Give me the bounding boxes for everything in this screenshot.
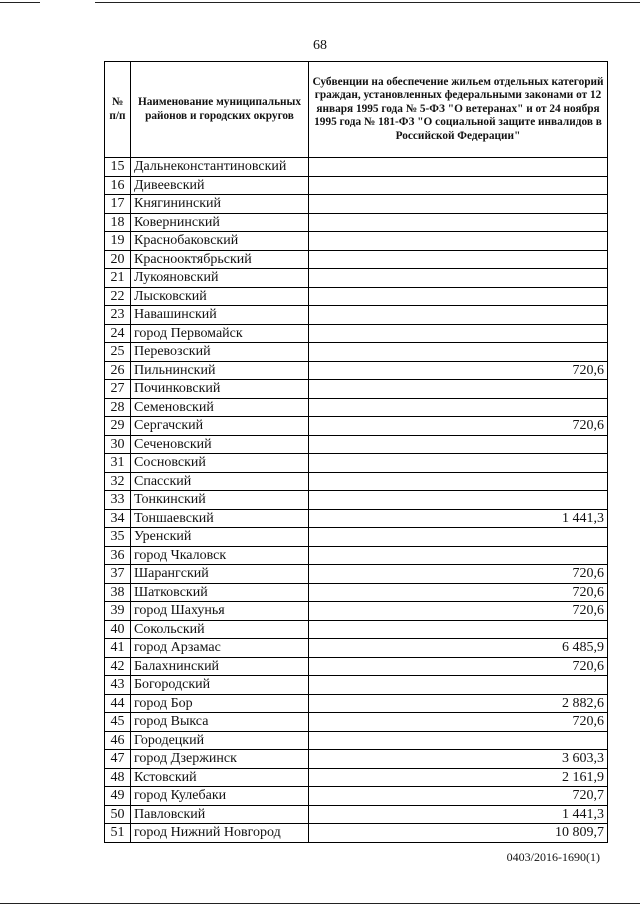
row-number: 20: [105, 250, 131, 269]
row-number: 27: [105, 380, 131, 399]
table-body: [105, 158, 608, 843]
row-number: 29: [105, 417, 131, 436]
scan-edge-bottom: [0, 899, 640, 905]
row-number: 37: [105, 565, 131, 584]
row-number: 38: [105, 583, 131, 602]
municipality-name: город Кулебаки: [131, 787, 309, 806]
row-number: 48: [105, 768, 131, 787]
row-number: 43: [105, 676, 131, 695]
subvention-value: [309, 491, 608, 510]
header-municipality-name: Наименование муниципальных районов и городских округов: [131, 62, 309, 158]
municipality-name: Пильнинский: [131, 361, 309, 380]
subvention-value: [309, 380, 608, 399]
municipality-name: Ковернинский: [131, 213, 309, 232]
row-number: 21: [105, 269, 131, 288]
table-row: [105, 750, 608, 769]
municipality-name: Сеченовский: [131, 435, 309, 454]
subvention-value: 720,6: [309, 713, 608, 732]
document-code: 0403/2016-1690(1): [506, 850, 600, 864]
row-number: 33: [105, 491, 131, 510]
subvention-value: [309, 435, 608, 454]
table-row: [105, 398, 608, 417]
subvention-value: [309, 176, 608, 195]
row-number: 15: [105, 158, 131, 177]
subvention-value: 3 603,3: [309, 750, 608, 769]
table-row: [105, 472, 608, 491]
subvention-value: [309, 306, 608, 325]
subvention-value: 6 485,9: [309, 639, 608, 658]
table-row: [105, 158, 608, 177]
municipality-name: Кстовский: [131, 768, 309, 787]
municipality-name: город Бор: [131, 694, 309, 713]
municipality-name: Шатковский: [131, 583, 309, 602]
header-subvention: Субвенции на обеспечение жильем отдельных категорий граждан, установленных федеральными законами от 12 января 1995 года № 5-ФЗ "О ветеранах" и от 24 ноября 1995 года № 181-ФЗ "О социальной защите инвалидов в Российской Федерации": [309, 62, 608, 158]
table-row: [105, 435, 608, 454]
page-number: 68: [313, 38, 327, 53]
row-number: 44: [105, 694, 131, 713]
table-row: [105, 676, 608, 695]
municipality-name: Сосновский: [131, 454, 309, 473]
subvention-value: 720,7: [309, 787, 608, 806]
table-row: [105, 787, 608, 806]
subvention-value: [309, 454, 608, 473]
municipality-name: Сокольский: [131, 620, 309, 639]
municipality-name: Спасский: [131, 472, 309, 491]
subvention-value: [309, 232, 608, 251]
subvention-value: 10 809,7: [309, 824, 608, 843]
table-row: [105, 639, 608, 658]
subvention-value: 720,6: [309, 361, 608, 380]
subvention-value: [309, 158, 608, 177]
row-number: 19: [105, 232, 131, 251]
municipality-name: Дальнеконстантиновский: [131, 158, 309, 177]
subvention-table: [104, 61, 608, 843]
row-number: 51: [105, 824, 131, 843]
municipality-name: Починковский: [131, 380, 309, 399]
row-number: 18: [105, 213, 131, 232]
subvention-value: 720,6: [309, 565, 608, 584]
table-row: [105, 546, 608, 565]
subvention-value: [309, 676, 608, 695]
subvention-value: 2 882,6: [309, 694, 608, 713]
row-number: 36: [105, 546, 131, 565]
subvention-value: [309, 546, 608, 565]
table-row: [105, 805, 608, 824]
municipality-name: Шарангский: [131, 565, 309, 584]
municipality-name: Княгининский: [131, 195, 309, 214]
row-number: 46: [105, 731, 131, 750]
table-row: [105, 509, 608, 528]
table-row: [105, 417, 608, 436]
table-row: [105, 306, 608, 325]
subvention-value: [309, 620, 608, 639]
table-row: [105, 232, 608, 251]
municipality-name: Павловский: [131, 805, 309, 824]
table-row: [105, 620, 608, 639]
municipality-name: Городецкий: [131, 731, 309, 750]
subvention-value: [309, 398, 608, 417]
row-number: 16: [105, 176, 131, 195]
municipality-name: город Выкса: [131, 713, 309, 732]
table-row: [105, 824, 608, 843]
municipality-name: Дивеевский: [131, 176, 309, 195]
table-row: [105, 250, 608, 269]
municipality-name: город Первомайск: [131, 324, 309, 343]
row-number: 31: [105, 454, 131, 473]
row-number: 34: [105, 509, 131, 528]
municipality-name: Богородский: [131, 676, 309, 695]
table-row: [105, 454, 608, 473]
municipality-name: Уренский: [131, 528, 309, 547]
municipality-name: Лукояновский: [131, 269, 309, 288]
table-row: [105, 768, 608, 787]
row-number: 45: [105, 713, 131, 732]
subvention-value: [309, 472, 608, 491]
municipality-name: Навашинский: [131, 306, 309, 325]
table-header-row: [105, 62, 608, 158]
subvention-value: [309, 269, 608, 288]
subvention-value: 720,6: [309, 417, 608, 436]
subvention-value: 2 161,9: [309, 768, 608, 787]
table-row: [105, 380, 608, 399]
municipality-name: Балахнинский: [131, 657, 309, 676]
municipality-name: город Дзержинск: [131, 750, 309, 769]
row-number: 23: [105, 306, 131, 325]
municipality-name: город Чкаловск: [131, 546, 309, 565]
table-row: [105, 657, 608, 676]
table-row: [105, 343, 608, 362]
row-number: 25: [105, 343, 131, 362]
municipality-name: Тоншаевский: [131, 509, 309, 528]
row-number: 35: [105, 528, 131, 547]
subvention-value: [309, 528, 608, 547]
table-row: [105, 287, 608, 306]
subvention-value: [309, 343, 608, 362]
table-row: [105, 269, 608, 288]
table-row: [105, 361, 608, 380]
row-number: 47: [105, 750, 131, 769]
row-number: 24: [105, 324, 131, 343]
table-row: [105, 324, 608, 343]
subvention-value: [309, 731, 608, 750]
header-number: № п/п: [105, 62, 131, 158]
subvention-value: [309, 213, 608, 232]
row-number: 17: [105, 195, 131, 214]
table-row: [105, 176, 608, 195]
row-number: 28: [105, 398, 131, 417]
subvention-value: 1 441,3: [309, 805, 608, 824]
row-number: 41: [105, 639, 131, 658]
municipality-name: Краснооктябрьский: [131, 250, 309, 269]
subvention-value: 1 441,3: [309, 509, 608, 528]
table-row: [105, 602, 608, 621]
table-row: [105, 713, 608, 732]
row-number: 32: [105, 472, 131, 491]
row-number: 40: [105, 620, 131, 639]
table-row: [105, 528, 608, 547]
table-row: [105, 694, 608, 713]
table-row: [105, 565, 608, 584]
municipality-name: Лысковский: [131, 287, 309, 306]
subvention-value: [309, 250, 608, 269]
table-row: [105, 491, 608, 510]
row-number: 50: [105, 805, 131, 824]
row-number: 49: [105, 787, 131, 806]
subvention-value: 720,6: [309, 657, 608, 676]
table-row: [105, 213, 608, 232]
municipality-name: город Шахунья: [131, 602, 309, 621]
municipality-name: Тонкинский: [131, 491, 309, 510]
row-number: 42: [105, 657, 131, 676]
municipality-name: город Нижний Новгород: [131, 824, 309, 843]
table-row: [105, 583, 608, 602]
scan-edge-top: [0, 0, 640, 6]
subvention-value: [309, 287, 608, 306]
row-number: 30: [105, 435, 131, 454]
municipality-name: Краснобаковский: [131, 232, 309, 251]
municipality-name: город Арзамас: [131, 639, 309, 658]
municipality-name: Перевозский: [131, 343, 309, 362]
row-number: 39: [105, 602, 131, 621]
table-row: [105, 731, 608, 750]
table-row: [105, 195, 608, 214]
municipality-name: Сергачский: [131, 417, 309, 436]
row-number: 26: [105, 361, 131, 380]
subvention-value: 720,6: [309, 602, 608, 621]
row-number: 22: [105, 287, 131, 306]
subvention-value: [309, 195, 608, 214]
municipality-name: Семеновский: [131, 398, 309, 417]
subvention-value: [309, 324, 608, 343]
subvention-value: 720,6: [309, 583, 608, 602]
